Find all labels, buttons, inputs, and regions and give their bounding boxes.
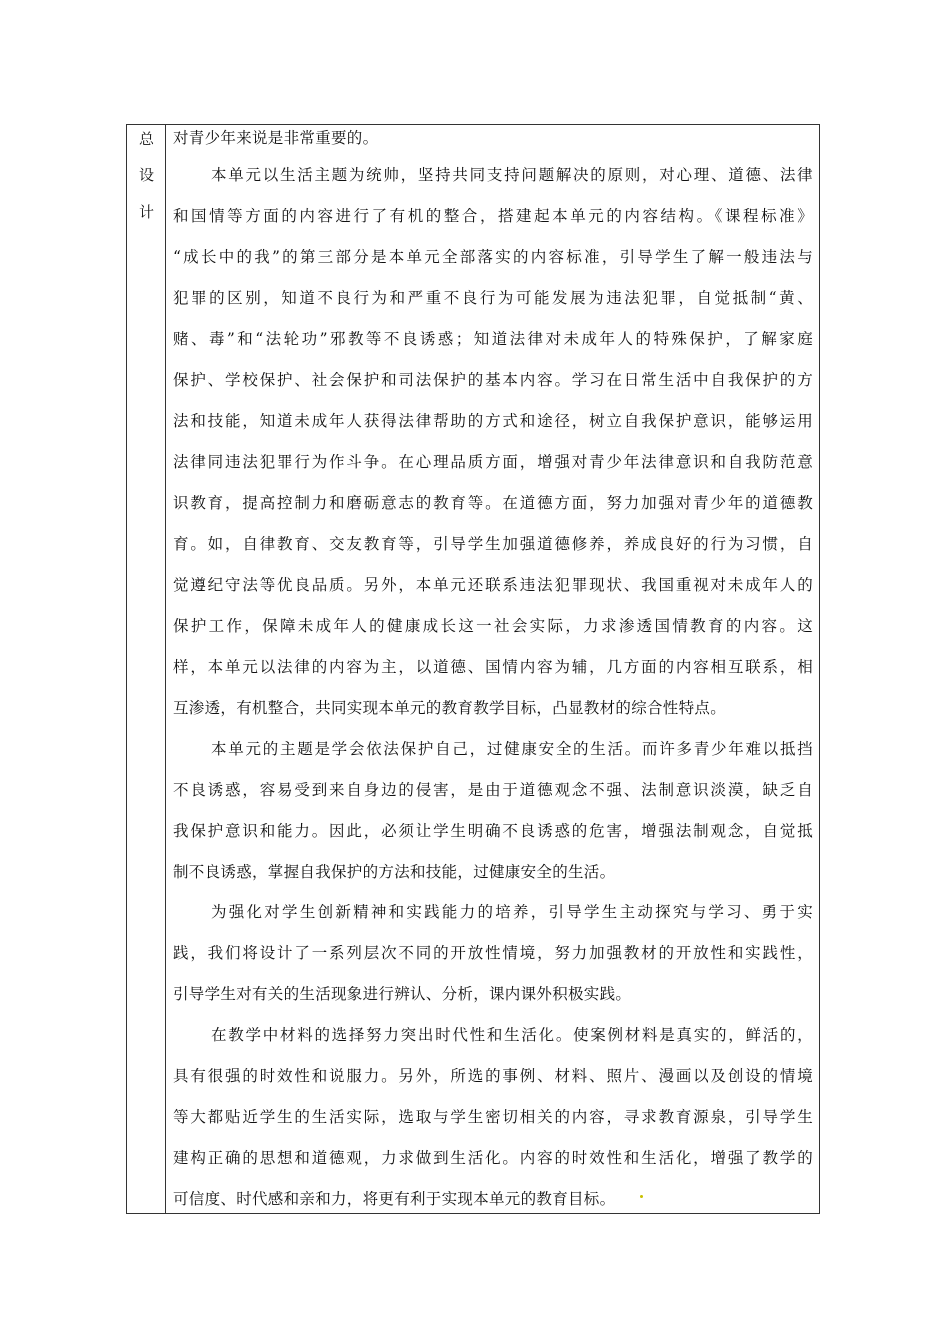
text-line: 为强化对学生创新精神和实践能力的培养，引导学生主动探究与学习、勇于实	[211, 903, 813, 921]
text-line: 法律同违法犯罪行为作斗争。在心理品质方面，增强对青少年法律意识和自我防范意	[173, 453, 813, 471]
content-cell	[167, 125, 819, 1213]
text-line: 和国情等方面的内容进行了有机的整合，搭建起本单元的内容结构。《课程标准》	[173, 207, 813, 225]
text-line: “成长中的我”的第三部分是本单元全部落实的内容标准，引导学生了解一般违法与	[173, 248, 813, 266]
text-line: 在教学中材料的选择努力突出时代性和生活化。使案例材料是真实的，鲜活的，	[211, 1026, 813, 1044]
text-line: 觉遵纪守法等优良品质。另外，本单元还联系违法犯罪现状、我国重视对未成年人的	[173, 576, 813, 594]
text-line: 互渗透，有机整合，共同实现本单元的教育教学目标，凸显教材的综合性特点。	[173, 699, 727, 717]
text-line: 法和技能，知道未成年人获得法律帮助的方式和途径，树立自我保护意识，能够运用	[173, 412, 813, 430]
text-line: 本单元的主题是学会依法保护自己，过健康安全的生活。而许多青少年难以抵挡	[211, 740, 813, 758]
text-line: 赌、毒”和“法轮功”邪教等不良诱惑；知道法律对未成年人的特殊保护，了解家庭	[173, 330, 813, 348]
design-table	[126, 124, 820, 1214]
text-line: 践，我们将设计了一系列层次不同的开放性情境，努力加强教材的开放性和实践性，	[173, 944, 813, 962]
text-line: 育。如，自律教育、交友教育等，引导学生加强道德修养，养成良好的行为习惯，自	[173, 535, 813, 553]
text-line: 本单元以生活主题为统帅，坚持共同支持问题解决的原则，对心理、道德、法律	[211, 166, 813, 184]
label-cell	[127, 125, 166, 1213]
label-char: 设	[138, 166, 154, 184]
text-line: 样，本单元以法律的内容为主，以道德、国情内容为辅，几方面的内容相互联系，相	[173, 658, 813, 676]
text-line: 对青少年来说是非常重要的。	[173, 129, 379, 147]
text-line: 建构正确的思想和道德观，力求做到生活化。内容的时效性和生活化，增强了教学的	[173, 1149, 813, 1167]
text-line: 不良诱惑，容易受到来自身边的侵害，是由于道德观念不强、法制意识淡漠，缺乏自	[173, 781, 813, 799]
label-char: 总	[138, 130, 154, 148]
text-line: 识教育，提高控制力和磨砺意志的教育等。在道德方面，努力加强对青少年的道德教	[173, 494, 813, 512]
text-line: 可信度、时代感和亲和力，将更有利于实现本单元的教育目标。	[173, 1190, 616, 1208]
text-line: 制不良诱惑，掌握自我保护的方法和技能，过健康安全的生活。	[173, 863, 616, 881]
text-line: 具有很强的时效性和说服力。另外，所选的事例、材料、照片、漫画以及创设的情境	[173, 1067, 813, 1085]
end-mark-dot	[640, 1195, 643, 1198]
text-line: 保护工作，保障未成年人的健康成长这一社会实际，力求渗透国情教育的内容。这	[173, 617, 813, 635]
text-line: 我保护意识和能力。因此，必须让学生明确不良诱惑的危害，增强法制观念，自觉抵	[173, 822, 813, 840]
text-line: 保护、学校保护、社会保护和司法保护的基本内容。学习在日常生活中自我保护的方	[173, 371, 813, 389]
text-line: 等大都贴近学生的生活实际，选取与学生密切相关的内容，寻求教育源泉，引导学生	[173, 1108, 813, 1126]
text-line: 引导学生对有关的生活现象进行辨认、分析，课内课外积极实践。	[173, 985, 632, 1003]
text-line: 犯罪的区别，知道不良行为和严重不良行为可能发展为违法犯罪，自觉抵制“黄、	[173, 289, 813, 307]
label-char: 计	[138, 203, 154, 221]
